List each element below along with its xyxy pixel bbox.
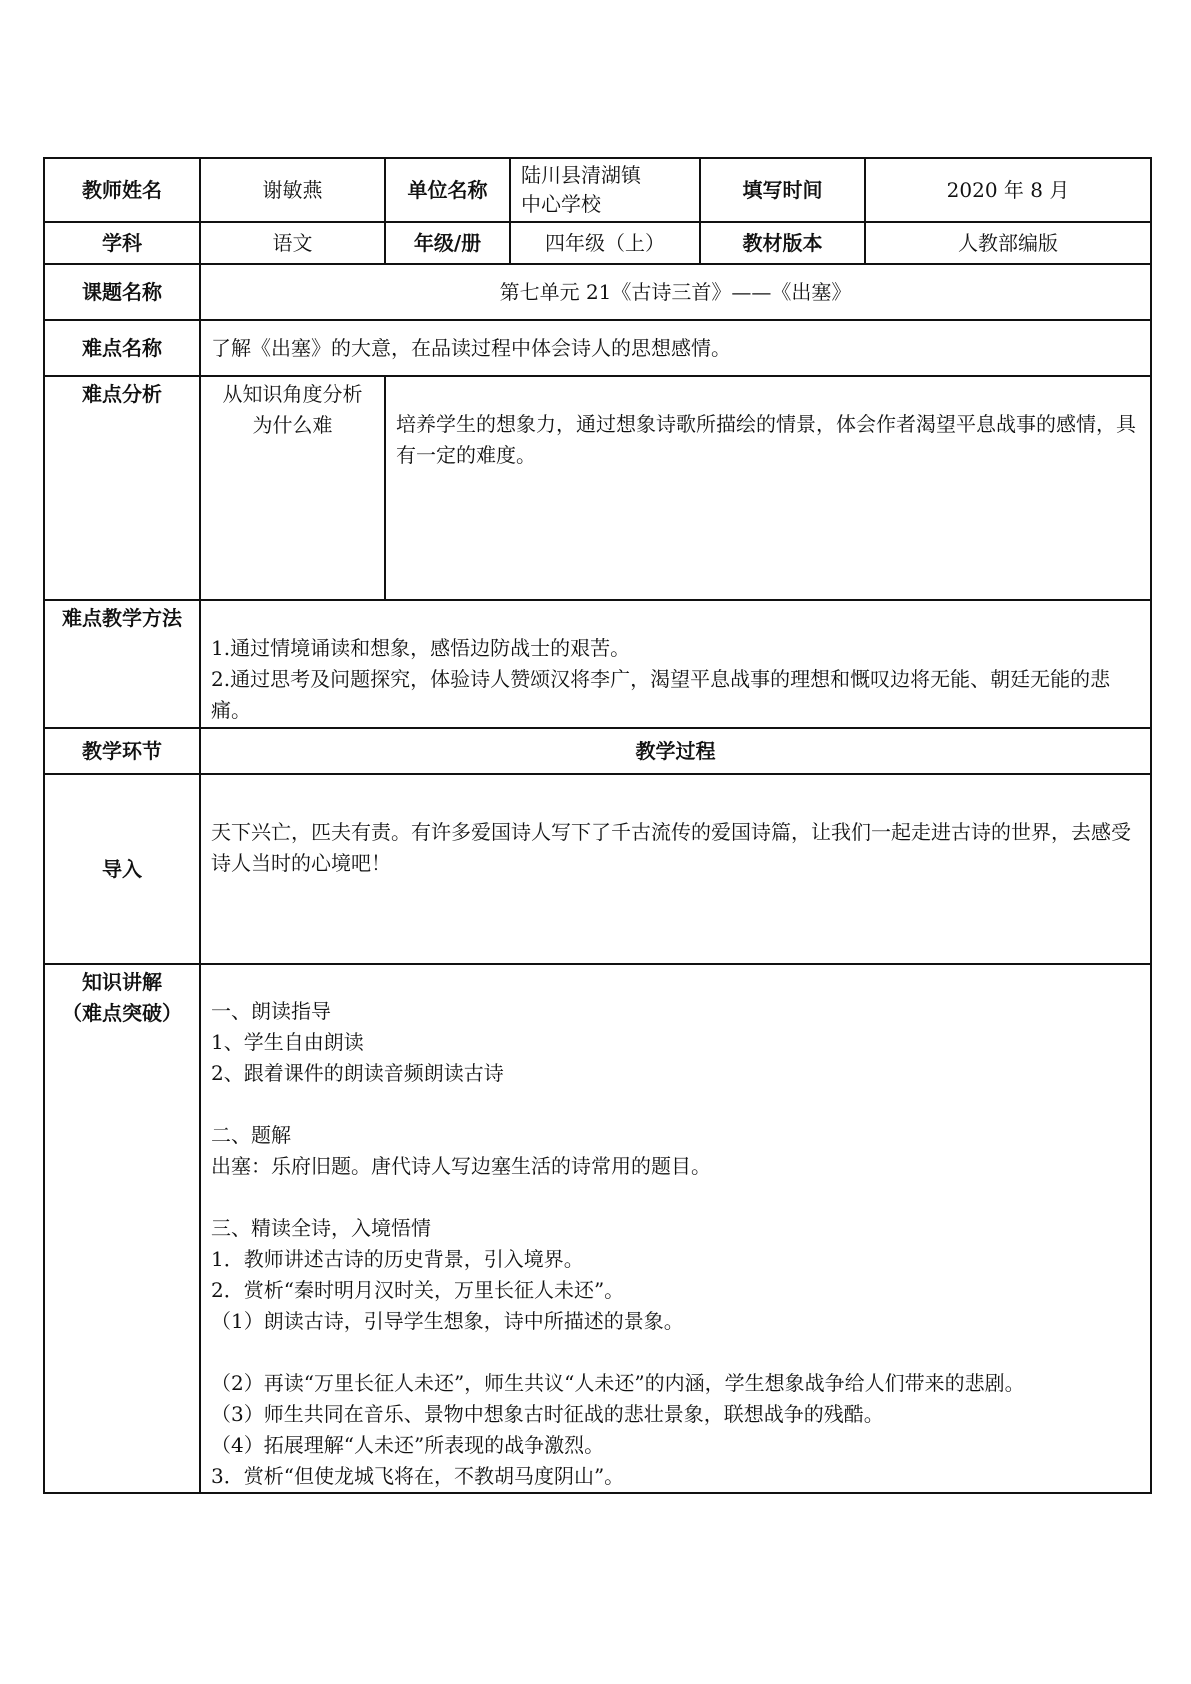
knowledge-line: （4）拓展理解“人未还”所表现的战争激烈。: [211, 1433, 605, 1457]
grade-label: 年级/册: [385, 222, 510, 264]
topic-value: 第七单元 21《古诗三首》——《出塞》: [200, 264, 1151, 320]
intro-value: 天下兴亡，匹夫有责。有许多爱国诗人写下了千古流传的爱国诗篇，让我们一起走进古诗的世界，去感受诗人当时的心境吧！: [200, 774, 1151, 964]
date-value: 2020 年 8 月: [865, 158, 1151, 222]
analysis-label: 难点分析: [44, 376, 200, 600]
row-teacher-info: [44, 158, 1151, 222]
subject-label: 学科: [44, 222, 200, 264]
knowledge-line: [211, 1337, 1140, 1368]
analysis-sublabel-line2: 为什么难: [252, 413, 333, 437]
knowledge-content: [200, 964, 1151, 1493]
teacher-value: 谢敏燕: [200, 158, 385, 222]
grade-value: 四年级（上）: [510, 222, 700, 264]
analysis-sublabel-line1: 从知识角度分析: [222, 382, 363, 406]
analysis-sublabel: [200, 376, 385, 600]
difficulty-label: 难点名称: [44, 320, 200, 376]
row-difficulty: [44, 320, 1151, 376]
unit-value: [510, 158, 700, 222]
row-analysis: [44, 376, 1151, 600]
row-topic: [44, 264, 1151, 320]
knowledge-line: 3．赏析“但使龙城飞将在，不教胡马度阴山”。: [211, 1464, 625, 1488]
intro-label: 导入: [44, 774, 200, 964]
topic-label: 课题名称: [44, 264, 200, 320]
knowledge-line: （1）朗读古诗，引导学生想象，诗中所描述的景象。: [211, 1309, 684, 1333]
date-label: 填写时间: [700, 158, 865, 222]
edition-value: 人教部编版: [865, 222, 1151, 264]
unit-value-line2: 中心学校: [521, 192, 601, 216]
knowledge-label: [44, 964, 200, 1493]
process-title: 教学过程: [200, 728, 1151, 774]
row-intro: [44, 774, 1151, 964]
unit-value-line1: 陆川县清湖镇: [521, 163, 641, 187]
knowledge-line: 出塞：乐府旧题。唐代诗人写边塞生活的诗常用的题目。: [211, 1154, 711, 1178]
knowledge-line: [211, 1182, 1140, 1213]
edition-label: 教材版本: [700, 222, 865, 264]
subject-value: 语文: [200, 222, 385, 264]
knowledge-line: 一、朗读指导: [211, 999, 331, 1023]
method-line2: 2.通过思考及问题探究，体验诗人赞颂汉将李广，渴望平息战事的理想和慨叹边将无能、朝廷无能的悲痛。: [211, 667, 1111, 722]
difficulty-value: 了解《出塞》的大意，在品读过程中体会诗人的思想感情。: [200, 320, 1151, 376]
row-process-header: [44, 728, 1151, 774]
process-step-label: 教学环节: [44, 728, 200, 774]
knowledge-label-line2: （难点突破）: [62, 1001, 182, 1025]
row-knowledge: [44, 964, 1151, 1493]
knowledge-line: （3）师生共同在音乐、景物中想象古时征战的悲壮景象，联想战争的残酷。: [211, 1402, 884, 1426]
method-label: 难点教学方法: [44, 600, 200, 728]
knowledge-line: 1、学生自由朗读: [211, 1030, 364, 1054]
row-subject-info: [44, 222, 1151, 264]
analysis-value: 培养学生的想象力，通过想象诗歌所描绘的情景，体会作者渴望平息战事的感情，具有一定的难度。: [385, 376, 1151, 600]
method-value: [200, 600, 1151, 728]
knowledge-line: （2）再读“万里长征人未还”，师生共议“人未还”的内涵，学生想象战争给人们带来的悲剧。: [211, 1371, 1025, 1395]
knowledge-line: 1．教师讲述古诗的历史背景，引入境界。: [211, 1247, 584, 1271]
knowledge-line: 二、题解: [211, 1123, 291, 1147]
knowledge-line: [211, 1089, 1140, 1120]
method-line1: 1.通过情境诵读和想象，感悟边防战士的艰苦。: [211, 636, 631, 660]
row-method: [44, 600, 1151, 728]
lesson-plan-table: [43, 157, 1152, 1494]
knowledge-line: 2．赏析“秦时明月汉时关，万里长征人未还”。: [211, 1278, 625, 1302]
knowledge-label-line1: 知识讲解: [82, 970, 162, 994]
unit-label: 单位名称: [385, 158, 510, 222]
knowledge-line: 三、精读全诗，入境悟情: [211, 1216, 431, 1240]
teacher-label: 教师姓名: [44, 158, 200, 222]
knowledge-line: 2、跟着课件的朗读音频朗读古诗: [211, 1061, 504, 1085]
